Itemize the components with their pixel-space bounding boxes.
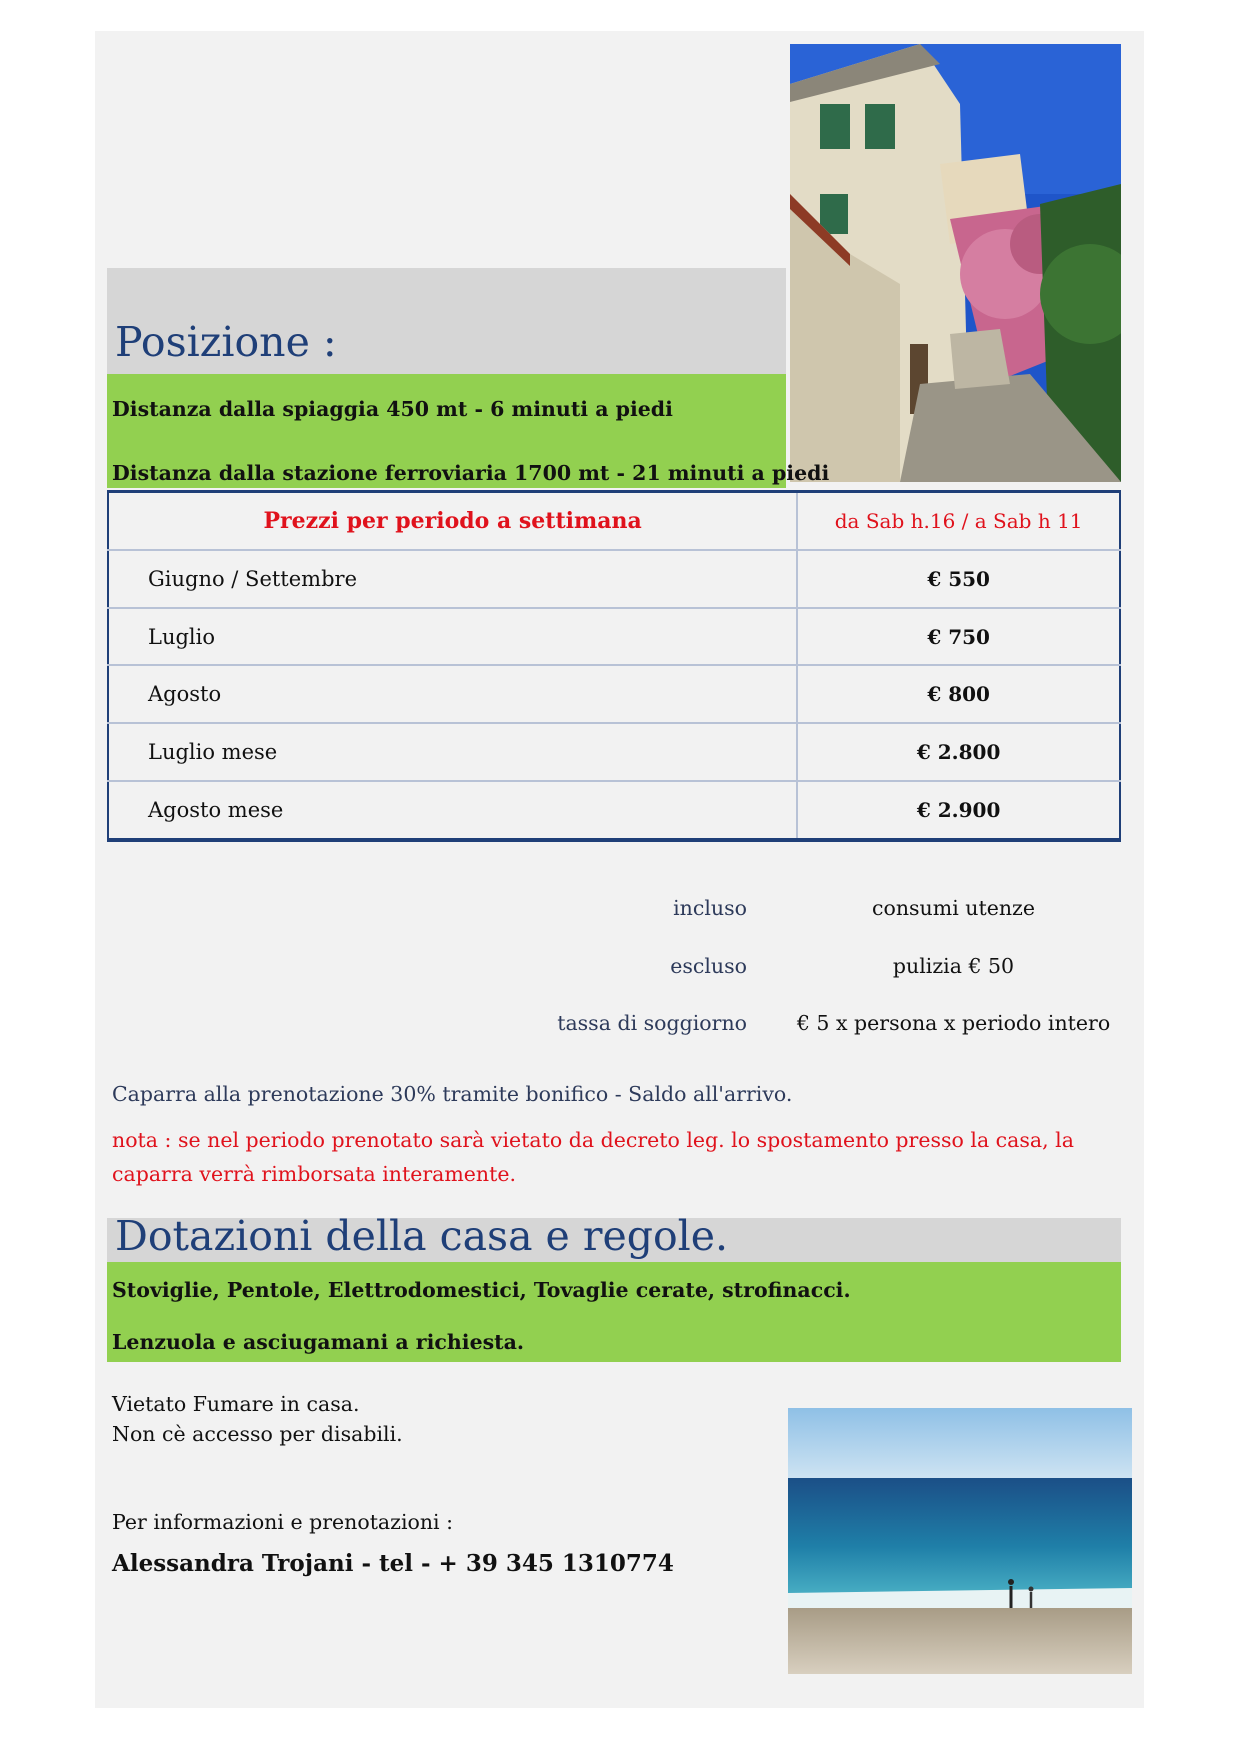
beach-distance: Distanza dalla spiaggia 450 mt - 6 minuti a piedi: [112, 397, 673, 421]
station-distance: Distanza dalla stazione ferroviaria 1700 mt - 21 minuti a piedi: [112, 461, 830, 485]
contact-name: Alessandra Trojani: [112, 1550, 354, 1577]
table-row: [108, 550, 1120, 608]
contact-phone: + 39 345 1310774: [430, 1550, 674, 1577]
excluded-value: pulizia € 50: [892, 954, 1015, 978]
table-row: [108, 723, 1120, 781]
price-table-header: [108, 492, 1120, 550]
period-label: Luglio: [108, 608, 797, 666]
period-label: Giugno / Settembre: [108, 550, 797, 608]
table-row: [108, 608, 1120, 666]
position-title: Posizione :: [115, 318, 337, 366]
period-price: € 550: [797, 550, 1120, 608]
table-row: [108, 665, 1120, 723]
table-row: [108, 781, 1120, 840]
period-price: € 2.800: [797, 723, 1120, 781]
tourist-tax-value: € 5 x persona x periodo intero: [796, 1011, 1111, 1035]
amenities-line-2: Lenzuola e asciugamani a richiesta.: [112, 1330, 525, 1354]
price-header-checkin: da Sab h.16 / a Sab h 11: [797, 492, 1120, 550]
price-header-period: Prezzi per periodo a settimana: [108, 492, 797, 550]
no-access-rule: Non cè accesso per disabili.: [112, 1422, 403, 1446]
contact-line: [112, 1550, 674, 1577]
contact-tel-label: - tel -: [353, 1550, 431, 1577]
beach-photo: [788, 1408, 1132, 1674]
amenities-line-1: Stoviglie, Pentole, Elettrodomestici, Tovaglie cerate, strofinacci.: [112, 1278, 851, 1302]
deposit-note: nota : se nel periodo prenotato sarà vietato da decreto leg. lo spostamento presso la casa, la caparra verrà rimborsata interamente.: [112, 1128, 1074, 1186]
period-label: Agosto mese: [108, 781, 797, 840]
included-label: incluso: [673, 896, 747, 920]
period-price: € 800: [797, 665, 1120, 723]
included-value: consumi utenze: [872, 896, 1035, 920]
tourist-tax-label: tassa di soggiorno: [557, 1011, 747, 1035]
house-photo: [790, 44, 1121, 482]
deposit-text: Caparra alla prenotazione 30% tramite bonifico - Saldo all'arrivo.: [112, 1082, 793, 1106]
period-label: Luglio mese: [108, 723, 797, 781]
no-smoking-rule: Vietato Fumare in casa.: [112, 1392, 360, 1416]
period-label: Agosto: [108, 665, 797, 723]
price-table: [107, 490, 1121, 842]
period-price: € 2.900: [797, 781, 1120, 840]
period-price: € 750: [797, 608, 1120, 666]
contact-intro: Per informazioni e prenotazioni :: [112, 1510, 454, 1534]
amenities-title: Dotazioni della casa e regole.: [115, 1212, 729, 1260]
excluded-label: escluso: [670, 954, 747, 978]
